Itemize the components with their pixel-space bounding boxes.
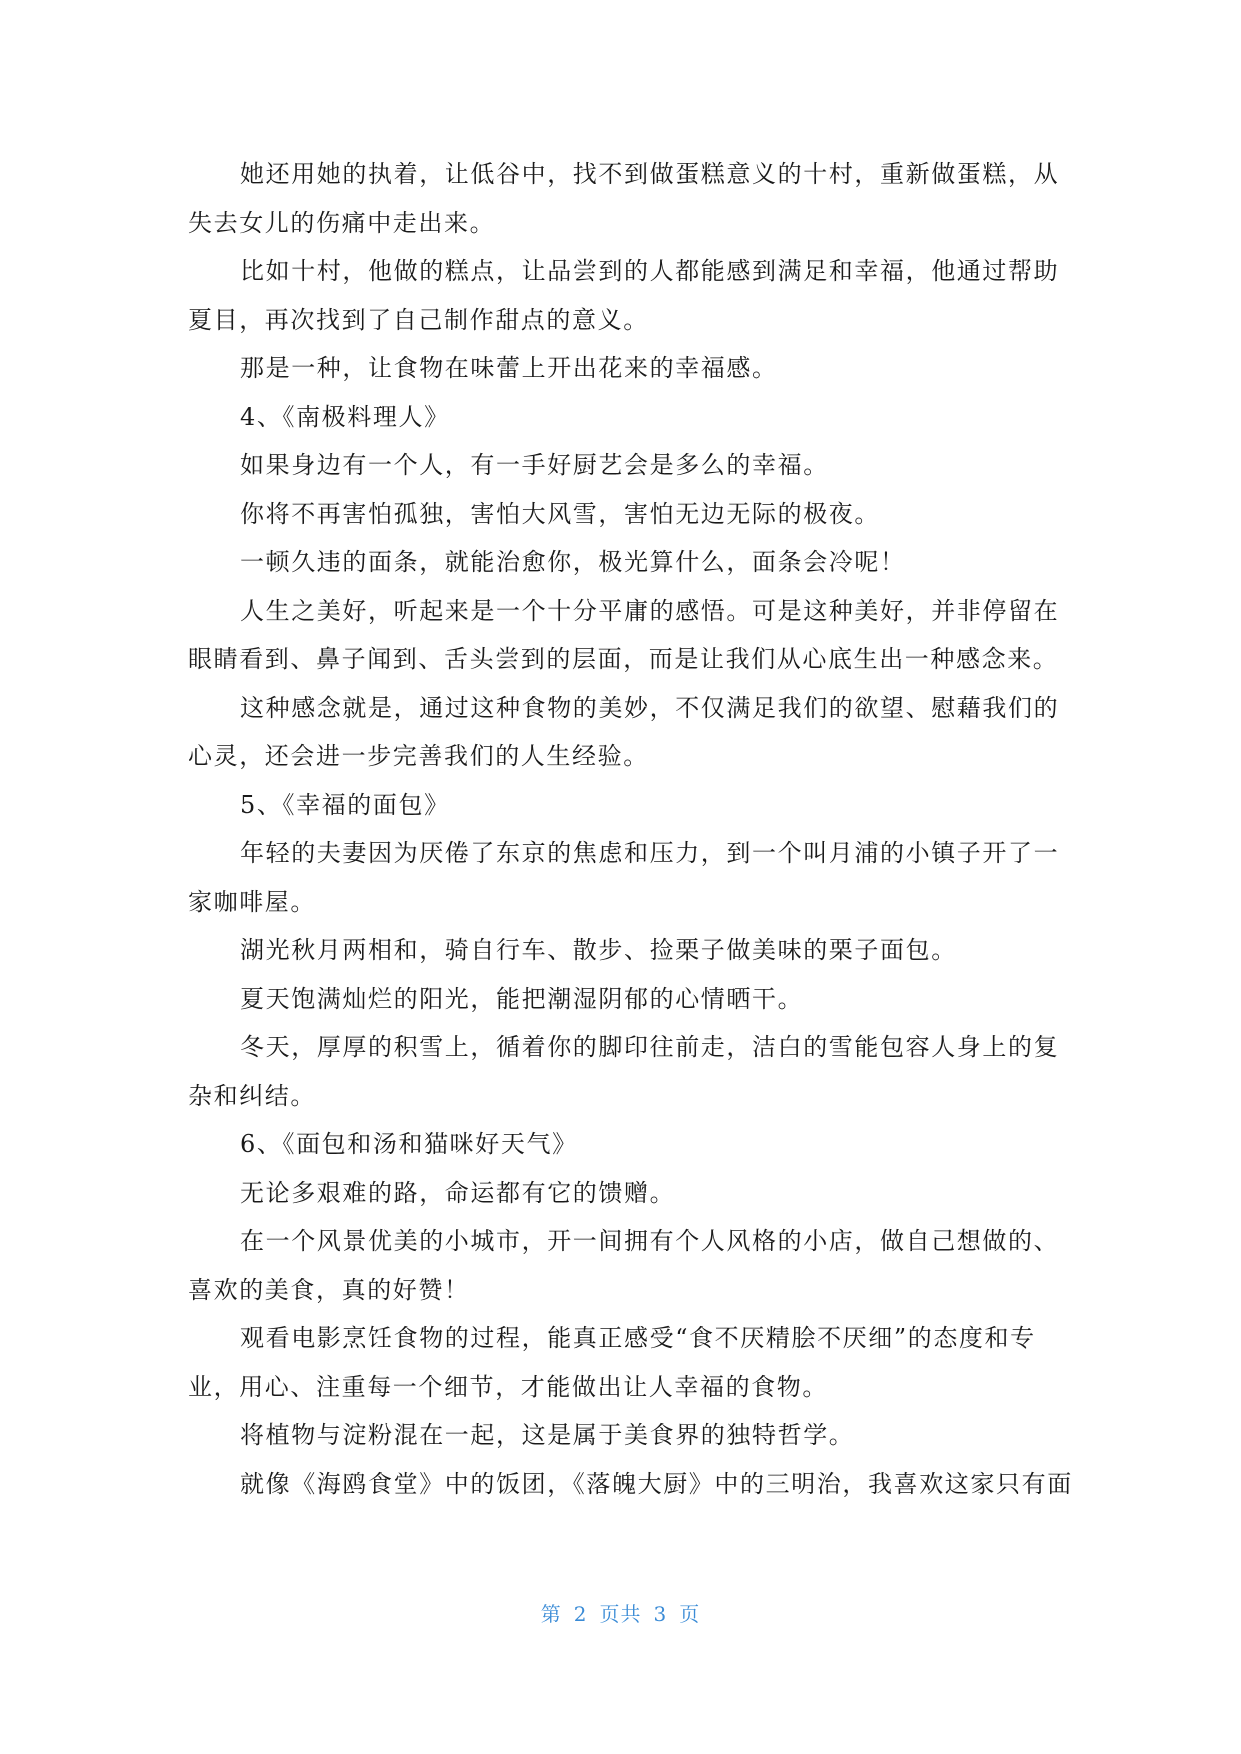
paragraph-line: 你将不再害怕孤独，害怕大风雪，害怕无边无际的极夜。 (240, 499, 880, 528)
paragraph (188, 344, 1056, 393)
paragraph-line: 如果身边有一个人，有一手好厨艺会是多么的幸福。 (240, 451, 829, 479)
paragraph (188, 1023, 1060, 1120)
paragraph (188, 393, 1056, 442)
paragraph-line: 心灵，还会进一步完善我们的人生经验。 (188, 742, 649, 770)
paragraph-line: 湖光秋月两相和，骑自行车、散步、捡栗子做美味的栗子面包。 (240, 936, 957, 964)
paragraph-line: 一顿久违的面条，就能治愈你，极光算什么，面条会冷呢！ (240, 548, 906, 576)
paragraph (188, 1169, 1056, 1218)
paragraph (188, 829, 1060, 926)
paragraph-line: 比如十村，他做的糕点，让品尝到的人都能感到满足和幸福，他通过帮助 (240, 257, 1060, 285)
paragraph (188, 538, 1056, 587)
footer-current-page: 2 (573, 1602, 588, 1626)
paragraph (188, 975, 1056, 1024)
paragraph-line: 无论多艰难的路，命运都有它的馈赠。 (240, 1178, 676, 1207)
paragraph-line: 杂和纠结。 (188, 1081, 316, 1110)
paragraph (188, 247, 1060, 344)
paragraph-line: 将植物与淀粉混在一起，这是属于美食界的独特哲学。 (240, 1421, 855, 1449)
paragraph-line: 失去女儿的伤痛中走出来。 (188, 208, 496, 237)
paragraph-line: 4、《南极料理人》 (240, 402, 450, 431)
paragraph-line: 观看电影烹饪食物的过程，能真正感受“食不厌精脍不厌细”的态度和专 (240, 1324, 1036, 1352)
paragraph-line: 夏目，再次找到了自己制作甜点的意义。 (188, 305, 649, 334)
paragraph-line: 5、《幸福的面包》 (240, 790, 450, 819)
paragraph (188, 926, 1056, 975)
footer-prefix: 第 (540, 1602, 562, 1626)
document-body (188, 150, 1073, 1508)
paragraph (188, 587, 1060, 684)
footer-suffix: 页 (679, 1602, 701, 1626)
paragraph-line: 喜欢的美食，真的好赞！ (188, 1275, 470, 1304)
paragraph (188, 1217, 1060, 1314)
paragraph-line: 那是一种，让食物在味蕾上开出花来的幸福感。 (240, 354, 778, 382)
paragraph-line: 冬天，厚厚的积雪上，循着你的脚印往前走，洁白的雪能包容人身上的复 (240, 1033, 1060, 1061)
page-footer (0, 1598, 1241, 1627)
paragraph-line: 年轻的夫妻因为厌倦了东京的焦虑和压力，到一个叫月浦的小镇子开了一 (240, 839, 1060, 867)
paragraph-line: 就像《海鸥食堂》中的饭团，《落魄大厨》中的三明治，我喜欢这家只有面 (240, 1469, 1073, 1498)
paragraph-line: 人生之美好，听起来是一个十分平庸的感悟。可是这种美好，并非停留在 (240, 596, 1060, 625)
paragraph (188, 684, 1060, 781)
paragraph-line: 家咖啡屋。 (188, 887, 316, 916)
paragraph (188, 1460, 1073, 1509)
paragraph-line: 眼睛看到、鼻子闻到、舌头尝到的层面，而是让我们从心底生出一种感念来。 (188, 645, 1059, 673)
paragraph (188, 1120, 1056, 1169)
footer-middle: 页共 (599, 1602, 642, 1626)
paragraph (188, 490, 1056, 539)
paragraph-line: 业，用心、注重每一个细节，才能做出让人幸福的食物。 (188, 1372, 828, 1401)
paragraph-line: 在一个风景优美的小城市，开一间拥有个人风格的小店，做自己想做的、 (240, 1227, 1060, 1255)
paragraph (188, 1411, 1056, 1460)
paragraph (188, 781, 1056, 830)
paragraph-line: 她还用她的执着，让低谷中，找不到做蛋糕意义的十村，重新做蛋糕，从 (240, 160, 1060, 188)
paragraph-line: 6、《面包和汤和猫咪好天气》 (240, 1130, 578, 1158)
paragraph (188, 150, 1060, 247)
paragraph-line: 夏天饱满灿烂的阳光，能把潮湿阴郁的心情晒干。 (240, 984, 804, 1013)
footer-total-pages: 3 (653, 1602, 668, 1626)
paragraph (188, 441, 1056, 490)
paragraph-line: 这种感念就是，通过这种食物的美妙，不仅满足我们的欲望、慰藉我们的 (240, 693, 1060, 722)
paragraph (188, 1314, 1056, 1411)
